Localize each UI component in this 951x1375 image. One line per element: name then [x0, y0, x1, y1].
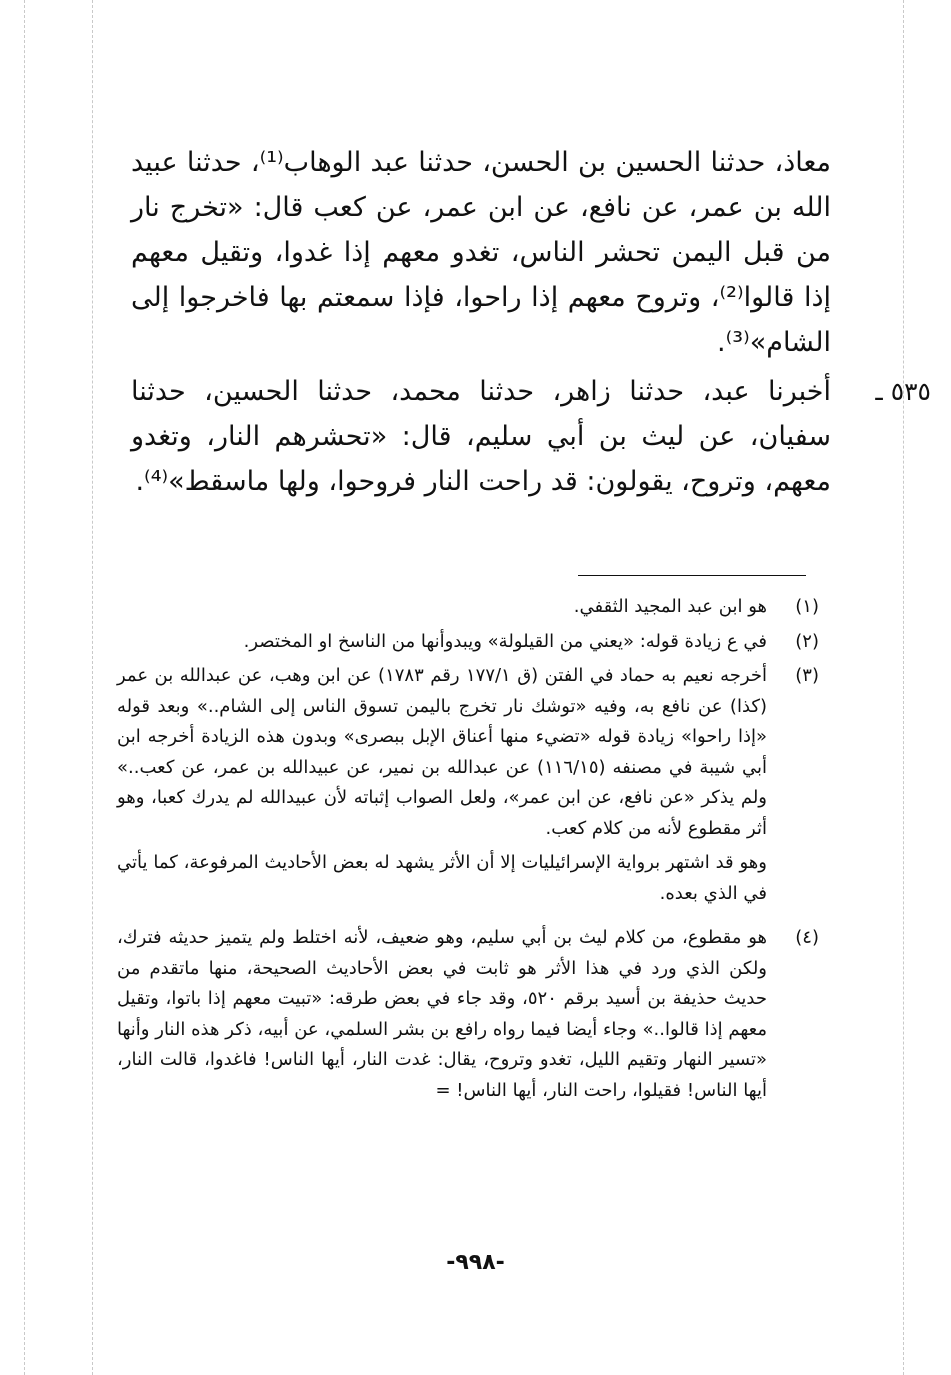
- footnote-number: (١): [795, 596, 819, 617]
- main-paragraph: معاذ، حدثنا الحسين بن الحسن، حدثنا عبد الوهاب⁽¹⁾، حدثنا عبيد الله بن عمر، عن نافع، عن ابن عمر، عن كعب قال: «تخرج نار من قبل اليمن تحشر الناس، تغدو معهم إذا غدوا، وتقيل معهم إذا قالوا⁽²⁾، وتروح معهم إذا راحوا، فإذا سمعتم بها فاخرجوا إلى الشام»⁽³⁾.: [131, 147, 831, 358]
- hadith-paragraph: [131, 369, 931, 504]
- footnote: [117, 923, 819, 1106]
- scan-edge-line: [903, 0, 904, 1375]
- footnote-continuation: وهو قد اشتهر برواية الإسرائيليات إلا أن الأثر يشهد له بعض الأحاديث المرفوعة، كما يأتي في الذي بعده.: [117, 852, 767, 904]
- footnote-number: (٤): [795, 927, 819, 948]
- footnote: [117, 661, 819, 844]
- footnote-text: هو مقطوع، من كلام ليث بن أبي سليم، وهو ضعيف، لأنه اختلط ولم يتميز حديثه فترك، ولكن الذي ورد في هذا الأثر هو ثابت في بعض الأحاديث الصحيحة، منها ماتقدم من حديث حذيفة بن أسيد برقم ٥٢٠، وقد جاء في بعض طرقه: «تبيت معهم إذا باتوا، وتقيل معهم إذا قالوا..» وجاء أيضا فيما رواه رافع بن بشر السلمي، عن أبيه، ذكر هذه النار وأنها «تسير النهار وتقيم الليل، تغدو وتروح، يقال: غدت النار، أيها الناس! فاغدوا، قالت النار، أيها الناس! فقيلوا، راحت النار، أيها الناس! =: [117, 927, 767, 1101]
- hadith-text: أخبرنا عبد، حدثنا زاهر، حدثنا محمد، حدثنا الحسين، حدثنا سفيان، عن ليث بن أبي سليم، قال: «تحشرهم النار، وتغدو معهم، وتروح، يقولون: قد راحت النار فروحوا، ولها ماسقط»⁽⁴⁾.: [131, 376, 831, 497]
- footnote: [117, 592, 819, 623]
- main-text: [131, 140, 931, 504]
- footnote-number: (٢): [795, 630, 819, 652]
- footnotes: [117, 592, 819, 1110]
- footnote-number: (٣): [795, 665, 819, 686]
- footnote-separator: [578, 575, 806, 576]
- footnote-text: أخرجه نعيم به حماد في الفتن (ق ١٧٧/١ رقم ١٧٨٣) عن ابن وهب، عن عبدالله بن عمر (كذا) عن نافع به، وفيه «توشك نار تخرج باليمن تسوق الناس إلى الشام..» وبعد قوله «إذا راحوا» زيادة قوله «تضيء منها أعناق الإبل ببصرى» وبدون هذه الزيادة أخرجه ابن أبي شيبة في مصنفه (١١٦/١٥) عن عبدالله بن نمير، عن عبيدالله بن عمر، عن كعب..» ولم يذكر «عن نافع، عن ابن عمر»، ولعل الصواب إثباته لأن عبيدالله لم يدرك كعبا، وهو أثر مقطوع لأنه من كلام كعب.: [117, 665, 767, 839]
- footnote-text: هو ابن عبد المجيد الثقفي.: [573, 596, 767, 617]
- footnote-text: في ع زيادة قوله: «يعني من القيلولة» ويبدوأنها من الناسخ او المختصر.: [243, 630, 767, 652]
- scan-edge-line: [24, 0, 25, 1375]
- hadith-number: ٥٣٥ ـ: [875, 377, 931, 406]
- scan-edge-line: [92, 0, 93, 1375]
- footnote: [117, 627, 819, 658]
- page-number: -٩٩٨-: [446, 1250, 505, 1275]
